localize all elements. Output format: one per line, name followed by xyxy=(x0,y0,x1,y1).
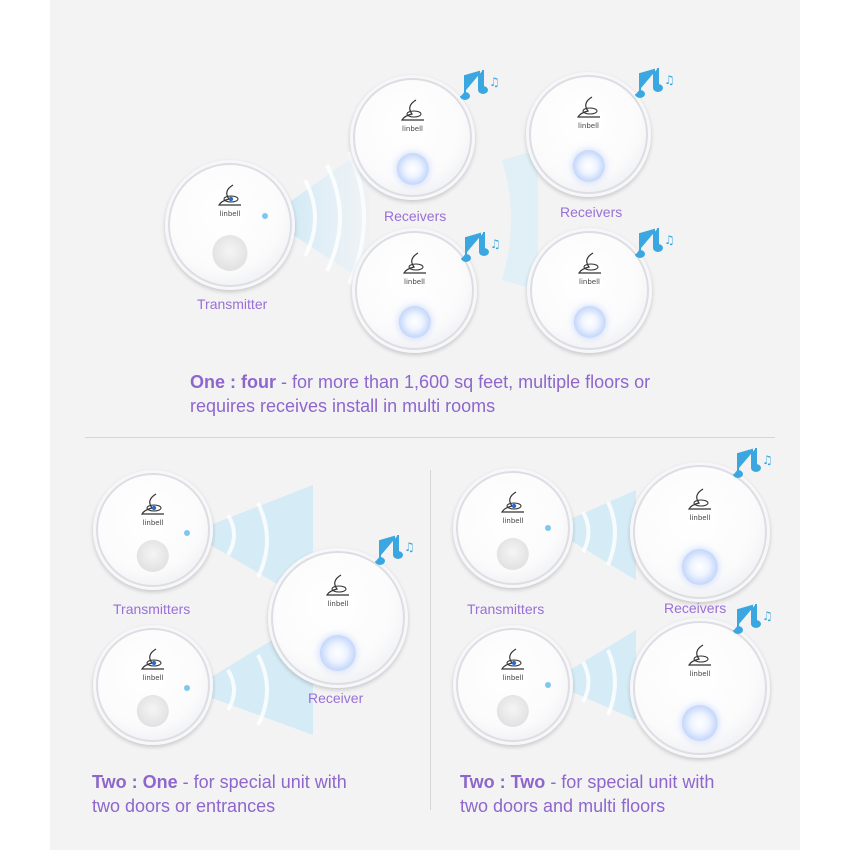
transmitter-label: Transmitter xyxy=(197,296,268,312)
signal-dot xyxy=(545,525,551,531)
receivers-label: Receivers xyxy=(384,208,447,224)
receiver-device xyxy=(268,548,408,688)
description-text: - for special unit with xyxy=(177,772,347,792)
brand-text: linbell xyxy=(689,514,711,523)
music-notes-icon xyxy=(728,604,776,636)
linbell-logo-icon xyxy=(395,251,435,291)
brand-text: linbell xyxy=(502,673,524,682)
linbell-logo-icon xyxy=(680,643,720,683)
description-bold: Two : Two xyxy=(460,772,546,792)
svg-text:♫: ♫ xyxy=(489,75,500,89)
brand-text: linbell xyxy=(404,277,425,286)
section-divider xyxy=(85,437,775,438)
brand-text: linbell xyxy=(402,124,423,133)
brand-text: linbell xyxy=(142,518,164,527)
description-text: requires receives install in multi rooms xyxy=(190,396,496,416)
linbell-logo-icon xyxy=(133,492,173,532)
transmitter-device xyxy=(453,625,573,745)
transmitter-device xyxy=(93,625,213,745)
music-notes-icon xyxy=(630,68,678,100)
signal-dot xyxy=(184,530,190,536)
transmitter-button xyxy=(497,538,529,570)
linbell-logo-icon xyxy=(133,647,173,687)
receivers-label: Receivers xyxy=(560,204,623,220)
receivers-label: Receivers xyxy=(664,600,727,616)
receiver-light xyxy=(573,306,606,339)
linbell-logo-icon xyxy=(493,647,533,687)
brand-text: linbell xyxy=(142,673,164,682)
music-notes-icon xyxy=(630,228,678,260)
description-text: - for more than 1,600 sq feet, multiple floors or xyxy=(276,372,651,392)
svg-text:♫: ♫ xyxy=(490,237,501,251)
linbell-logo-icon xyxy=(570,251,610,291)
linbell-logo-icon xyxy=(493,490,533,530)
linbell-logo-icon xyxy=(210,183,250,223)
linbell-logo-icon xyxy=(680,487,720,527)
linbell-logo-icon xyxy=(318,573,358,613)
receiver-label: Receiver xyxy=(308,690,364,706)
description-bold: Two : One xyxy=(92,772,178,792)
svg-text:♫: ♫ xyxy=(762,609,773,623)
transmitters-label: Transmitters xyxy=(113,601,191,617)
music-notes-icon xyxy=(455,70,503,102)
description-text: two doors and multi floors xyxy=(460,796,666,816)
transmitter-device xyxy=(453,468,573,588)
receiver-device xyxy=(630,618,770,758)
brand-text: linbell xyxy=(689,670,711,679)
receiver-light xyxy=(682,549,718,585)
transmitter-button xyxy=(137,540,169,572)
svg-text:♫: ♫ xyxy=(404,540,415,554)
receiver-device xyxy=(630,462,770,602)
description-bold: One : four xyxy=(190,372,276,392)
two-one-description xyxy=(92,770,422,818)
svg-text:♫: ♫ xyxy=(664,73,675,87)
signal-dot xyxy=(184,685,190,691)
transmitter-button xyxy=(497,695,529,727)
transmitter-button xyxy=(137,695,169,727)
receiver-light xyxy=(682,705,718,741)
signal-dot xyxy=(262,213,268,219)
linbell-logo-icon xyxy=(569,95,609,135)
signal-dot xyxy=(545,682,551,688)
brand-text: linbell xyxy=(578,121,599,130)
transmitter-device xyxy=(165,160,295,290)
transmitter-device xyxy=(93,470,213,590)
brand-text: linbell xyxy=(327,600,349,609)
receiver-light xyxy=(320,635,356,671)
description-text: - for special unit with xyxy=(545,772,715,792)
transmitters-label: Transmitters xyxy=(467,601,545,617)
description-text: two doors or entrances xyxy=(92,796,276,816)
svg-text:♫: ♫ xyxy=(762,453,773,467)
music-notes-icon xyxy=(456,232,504,264)
column-divider xyxy=(430,470,431,810)
linbell-logo-icon xyxy=(393,98,433,138)
receiver-light xyxy=(572,150,605,183)
svg-text:♫: ♫ xyxy=(664,233,675,247)
transmitter-button xyxy=(212,235,247,270)
brand-text: linbell xyxy=(502,516,524,525)
two-two-description xyxy=(460,770,790,818)
music-notes-icon xyxy=(728,448,776,480)
brand-text: linbell xyxy=(579,277,600,286)
receiver-light xyxy=(398,306,431,339)
music-notes-icon xyxy=(370,535,418,567)
one-four-description xyxy=(190,370,750,418)
brand-text: linbell xyxy=(219,210,241,219)
receiver-light xyxy=(396,153,429,186)
